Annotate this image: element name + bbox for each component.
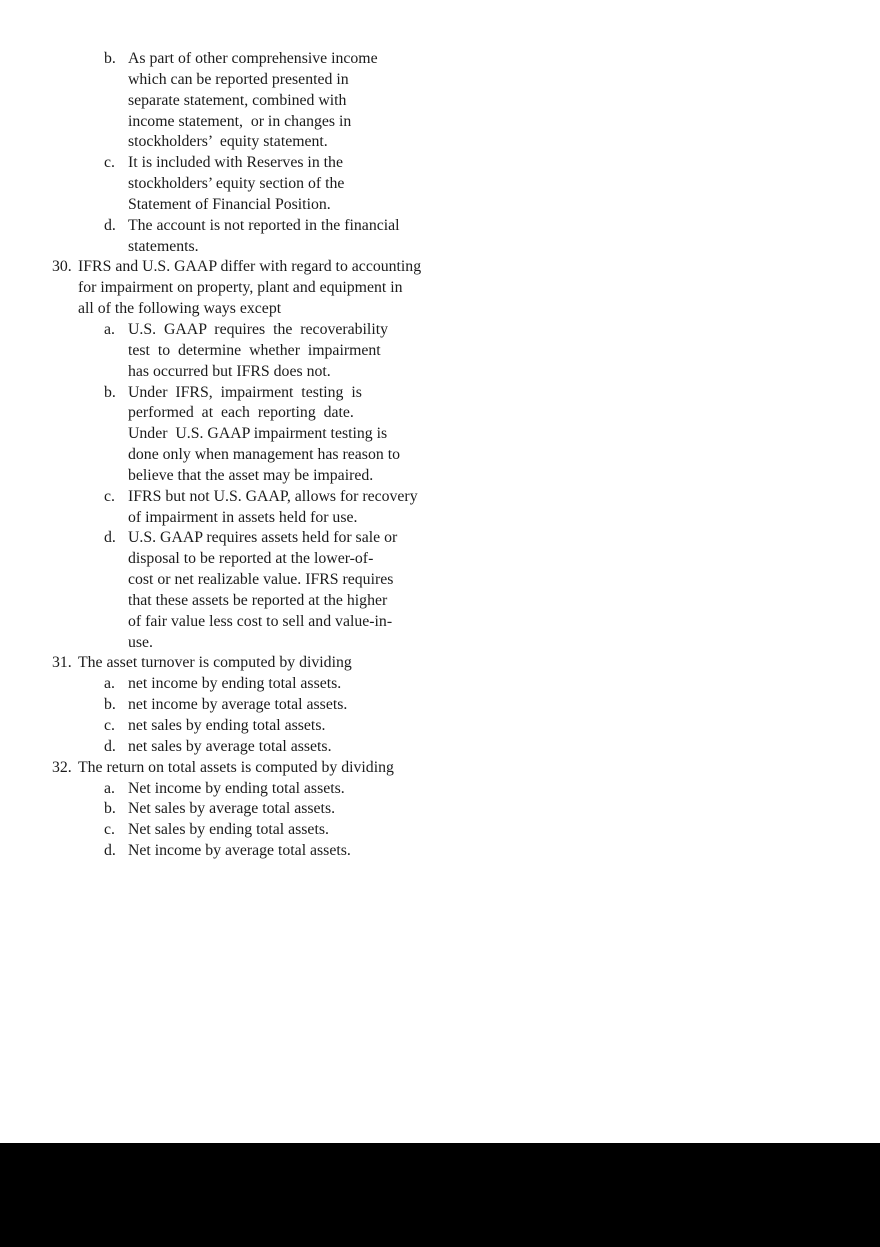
text-line: net sales by average total assets. [128, 737, 332, 755]
text-line: for impairment on property, plant and equipment in [78, 279, 403, 297]
option-letter: c. [104, 821, 115, 839]
text-line: The asset turnover is computed by dividing [78, 654, 352, 672]
text-line: which can be reported presented in [128, 70, 349, 88]
option-letter: d. [104, 842, 116, 860]
option-item [0, 779, 421, 800]
text-line: done only when management has reason to [128, 446, 400, 464]
text-line: Net income by average total assets. [128, 842, 351, 860]
text-lines [128, 695, 347, 716]
question-number: 31. [52, 654, 72, 672]
text-lines [128, 716, 325, 737]
text-lines [128, 487, 418, 529]
text-line: U.S. GAAP requires assets held for sale or [128, 529, 398, 547]
question-item [0, 758, 421, 779]
option-item [0, 487, 421, 529]
text-lines [128, 49, 378, 153]
text-line: separate statement, combined with [128, 91, 347, 109]
text-line: of impairment in assets held for use. [128, 508, 358, 526]
text-line: of fair value less cost to sell and value-in- [128, 612, 393, 630]
text-line: performed at each reporting date. [128, 404, 354, 422]
text-line: Statement of Financial Position. [128, 195, 331, 213]
text-line: stockholders’ equity section of the [128, 175, 345, 193]
text-lines [128, 779, 345, 800]
text-line: believe that the asset may be impaired. [128, 466, 374, 484]
text-line: use. [128, 633, 154, 651]
text-line: income statement, or in changes in [128, 112, 352, 130]
text-lines [128, 799, 335, 820]
option-item [0, 153, 421, 216]
bottom-black-bar [0, 1143, 880, 1247]
option-item [0, 716, 421, 737]
text-lines [128, 841, 351, 862]
option-letter: a. [104, 675, 115, 693]
option-letter: c. [104, 717, 115, 734]
option-item [0, 841, 421, 862]
text-lines [78, 653, 352, 674]
option-letter: a. [104, 320, 115, 338]
question-list [0, 49, 421, 862]
text-line: Under IFRS, impairment testing is [128, 383, 362, 401]
text-lines [128, 320, 388, 383]
text-line: cost or net realizable value. IFRS requires [128, 571, 394, 589]
option-item [0, 695, 421, 716]
text-lines [128, 383, 400, 487]
text-lines [128, 153, 344, 216]
option-item [0, 528, 421, 653]
text-line: The account is not reported in the financial [128, 216, 400, 234]
text-line: net income by average total assets. [128, 696, 348, 714]
option-item [0, 674, 421, 695]
option-letter: d. [104, 737, 116, 755]
text-line: has occurred but IFRS does not. [128, 362, 331, 380]
text-line: Net sales by ending total assets. [128, 821, 329, 839]
text-lines [128, 737, 332, 758]
text-line: It is included with Reserves in the [128, 154, 343, 172]
text-line: Net income by ending total assets. [128, 779, 345, 797]
text-line: IFRS but not U.S. GAAP, allows for recovery [128, 487, 418, 505]
option-letter: c. [104, 154, 115, 172]
question-number: 32. [52, 758, 72, 776]
text-lines [128, 674, 341, 695]
text-line: test to determine whether impairment [128, 341, 381, 359]
option-item [0, 799, 421, 820]
text-line: net income by ending total assets. [128, 675, 342, 693]
text-line: statements. [128, 237, 199, 255]
text-line: Under U.S. GAAP impairment testing is [128, 425, 388, 443]
option-letter: c. [104, 487, 115, 505]
option-letter: d. [104, 529, 116, 547]
option-letter: a. [104, 779, 115, 797]
option-letter: b. [104, 50, 116, 67]
question-number: 30. [52, 258, 72, 276]
text-lines [128, 216, 400, 258]
text-line: The return on total assets is computed by dividing [78, 758, 394, 776]
text-lines [128, 528, 397, 653]
text-line: stockholders’ equity statement. [128, 133, 328, 151]
question-item [0, 257, 421, 320]
text-lines [78, 758, 394, 779]
option-item [0, 820, 421, 841]
option-item [0, 320, 421, 383]
text-line: IFRS and U.S. GAAP differ with regard to accounting [78, 258, 422, 276]
option-letter: d. [104, 216, 116, 234]
question-item [0, 653, 421, 674]
option-letter: b. [104, 696, 116, 714]
option-letter: b. [104, 800, 116, 818]
text-line: Net sales by average total assets. [128, 800, 336, 818]
text-line: U.S. GAAP requires the recoverability [128, 320, 389, 338]
option-item [0, 737, 421, 758]
text-line: that these assets be reported at the higher [128, 591, 388, 609]
text-lines [128, 820, 329, 841]
option-item [0, 383, 421, 487]
text-line: disposal to be reported at the lower-of- [128, 550, 374, 568]
text-line: all of the following ways except [78, 300, 282, 318]
text-line: As part of other comprehensive income [128, 50, 378, 67]
text-lines [78, 257, 421, 320]
option-item [0, 216, 421, 258]
option-letter: b. [104, 383, 116, 401]
text-line: net sales by ending total assets. [128, 717, 326, 734]
option-item [0, 49, 421, 153]
